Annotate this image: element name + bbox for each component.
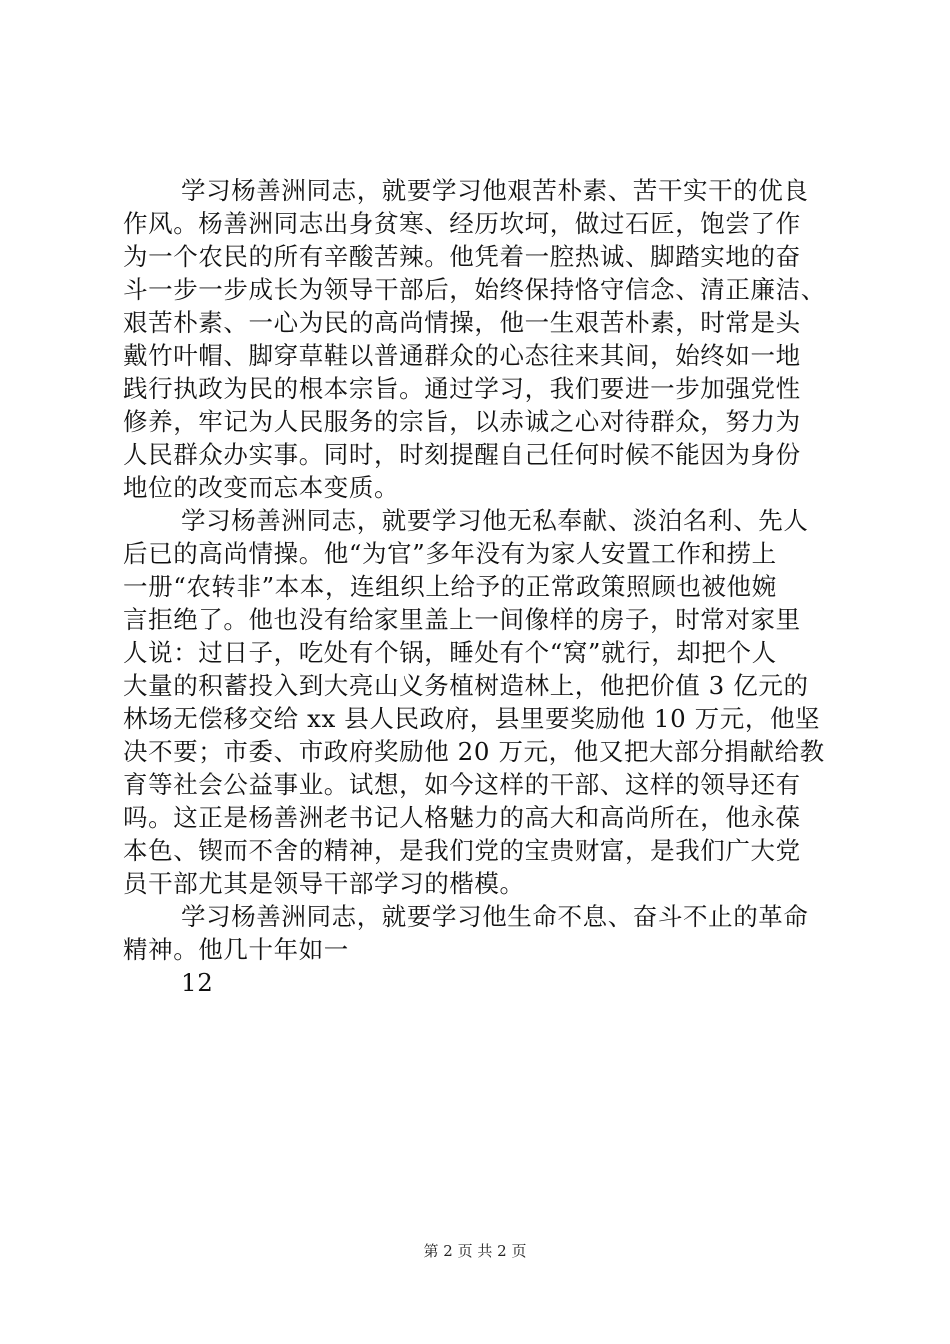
paragraph-2-line-4: 言拒绝了。他也没有给家里盖上一间像样的房子，时常对家里 (123, 605, 801, 634)
paragraph-2-line-2: 后已的高尚情操。他“为官”多年没有为家人安置工作和捞上 (123, 539, 777, 568)
paragraph-3-line-1: 学习杨善洲同志，就要学习他生命不息、奋斗不止的革命 (181, 902, 809, 931)
paragraph-1-line-9: 人民群众办实事。同时，时刻提醒自己任何时候不能因为身份 (123, 440, 801, 469)
paragraph-1-line-10: 地位的改变而忘本变质。 (123, 473, 400, 502)
paragraph-2-line-7: 林场无偿移交给 xx 县人民政府，县里要奖励他 10 万元，他坚 (123, 704, 821, 733)
paragraph-2-line-9: 育等社会公益事业。试想，如今这样的干部、这样的领导还有 (123, 770, 801, 799)
paragraph-1-line-4: 斗一步一步成长为领导干部后，始终保持恪守信念、清正廉洁、 (123, 275, 826, 304)
paragraph-1-line-2: 作风。杨善洲同志出身贫寒、经历坎坷，做过石匠，饱尝了作 (123, 209, 801, 238)
paragraph-1-line-5: 艰苦朴素、一心为民的高尚情操，他一生艰苦朴素，时常是头 (123, 308, 801, 337)
paragraph-1-line-6: 戴竹叶帽、脚穿草鞋以普通群众的心态往来其间，始终如一地 (123, 341, 801, 370)
paragraph-1-line-7: 践行执政为民的根本宗旨。通过学习，我们要进一步加强党性 (123, 374, 801, 403)
paragraph-2-line-11: 本色、锲而不舍的精神，是我们党的宝贵财富，是我们广大党 (123, 836, 801, 865)
paragraph-1-line-3: 为一个农民的所有辛酸苦辣。他凭着一腔热诚、脚踏实地的奋 (123, 242, 801, 271)
paragraph-2-line-10: 吗。这正是杨善洲老书记人格魅力的高大和高尚所在，他永葆 (123, 803, 801, 832)
paragraph-1-line-8: 修养，牢记为人民服务的宗旨，以赤诚之心对待群众，努力为 (123, 407, 801, 436)
page-footer: 第 2 页 共 2 页 (423, 1242, 527, 1260)
paragraph-2-line-3: 一册“农转非”本本，连组织上给予的正常政策照顾也被他婉 (123, 572, 777, 601)
paragraph-3-line-2: 精神。他几十年如一 (123, 935, 349, 964)
paragraph-2-line-12: 员干部尤其是领导干部学习的楷模。 (123, 869, 525, 898)
paragraph-number: 12 (181, 968, 214, 997)
paragraph-2-line-1: 学习杨善洲同志，就要学习他无私奉献、淡泊名利、先人 (181, 506, 809, 535)
paragraph-2-line-6: 大量的积蓄投入到大亮山义务植树造林上，他把价值 3 亿元的 (123, 671, 809, 700)
paragraph-1-line-1: 学习杨善洲同志，就要学习他艰苦朴素、苦干实干的优良 (181, 176, 809, 205)
paragraph-2-line-8: 决不要；市委、市政府奖励他 20 万元，他又把大部分捐献给教 (123, 737, 825, 766)
paragraph-2-line-5: 人说：过日子，吃处有个锅，睡处有个“窝”就行，却把个人 (123, 638, 777, 667)
